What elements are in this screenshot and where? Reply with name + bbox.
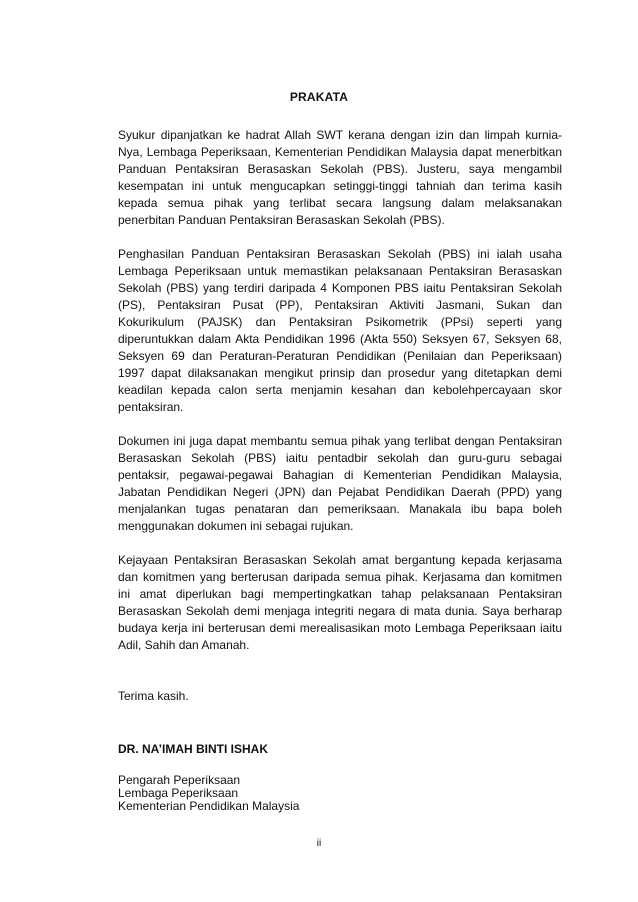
page-title: PRAKATA [289,90,349,104]
paragraph-purpose: Penghasilan Panduan Pentaksiran Berasaskan Sekolah (PBS) ini ialah usaha Lembaga Peperiksaan untuk memastikan pelaksanaan Pentaksiran Berasaskan Sekolah (PBS) yang terdiri daripada 4 Komponen PBS iaitu Pentaksiran Sekolah (PS), Pentaksiran Pusat (PP), Pentaksiran Aktiviti Jasmani, Sukan dan Kokurikulum (PAJSK) dan Pentaksiran Psikometrik (PPsi) seperti yang diperuntukkan dalam Akta Pendidikan 1996 (Akta 550) Seksyen 67, Seksyen 68, Seksyen 69 dan Peraturan-Peraturan Pendidikan (Penilaian dan Peperiksaan) 1997 dapat dilaksanakan mengikut prinsip dan prosedur yang ditetapkan demi keadilan kepada calon serta menjamin kesahan dan kebolehpercayaan skor pentaksiran. [118,247,562,414]
signer-organization: Lembaga Peperiksaan [118,786,239,800]
page-number: ii [316,838,322,849]
closing-text: Terima kasih. [118,689,189,703]
paragraph-intro: Syukur dipanjatkan ke hadrat Allah SWT kerana dengan izin dan limpah kurnia-Nya, Lembaga Peperiksaan, Kementerian Pendidikan Malaysia dapat menerbitkan Panduan Pentaksiran Berasaskan Sekolah (PBS). Justeru, saya mengambil kesempatan ini untuk mengucapkan setinggi-tinggi tahniah dan terima kasih kepada semua pihak yang terlibat secara langsung dalam melaksanakan penerbitan Panduan Pentaksiran Berasaskan Sekolah (PBS). [118,128,562,227]
document-body [118,127,562,813]
paragraph-audience: Dokumen ini juga dapat membantu semua pihak yang terlibat dengan Pentaksiran Berasaskan Sekolah (PBS) iaitu pentadbir sekolah dan guru-guru sebagai pentaksir, pegawai-pegawai Bahagian di Kementerian Pendidikan Malaysia, Jabatan Pendidikan Negeri (JPN) dan Pejabat Pendidikan Daerah (PPD) yang menjalankan tugas penataran dan pemeriksaan. Manakala ibu bapa boleh menggunakan dokumen ini sebagai rujukan. [118,434,562,533]
signer-ministry: Kementerian Pendidikan Malaysia [118,799,300,813]
signer-role-title: Pengarah Peperiksaan [118,773,241,787]
paragraph-success: Kejayaan Pentaksiran Berasaskan Sekolah amat bergantung kepada kerjasama dan komitmen yang berterusan daripada semua pihak. Kerjasama dan komitmen ini amat diperlukan bagi mempertingkatkan tahap pelaksanaan Pentaksiran Berasaskan Sekolah demi menjaga integriti negara di mata dunia. Saya berharap budaya kerja ini berterusan demi merealisasikan moto Lembaga Peperiksaan iaitu Adil, Sahih dan Amanah. [118,553,562,652]
signer-name: DR. NA’IMAH BINTI ISHAK [118,742,268,756]
